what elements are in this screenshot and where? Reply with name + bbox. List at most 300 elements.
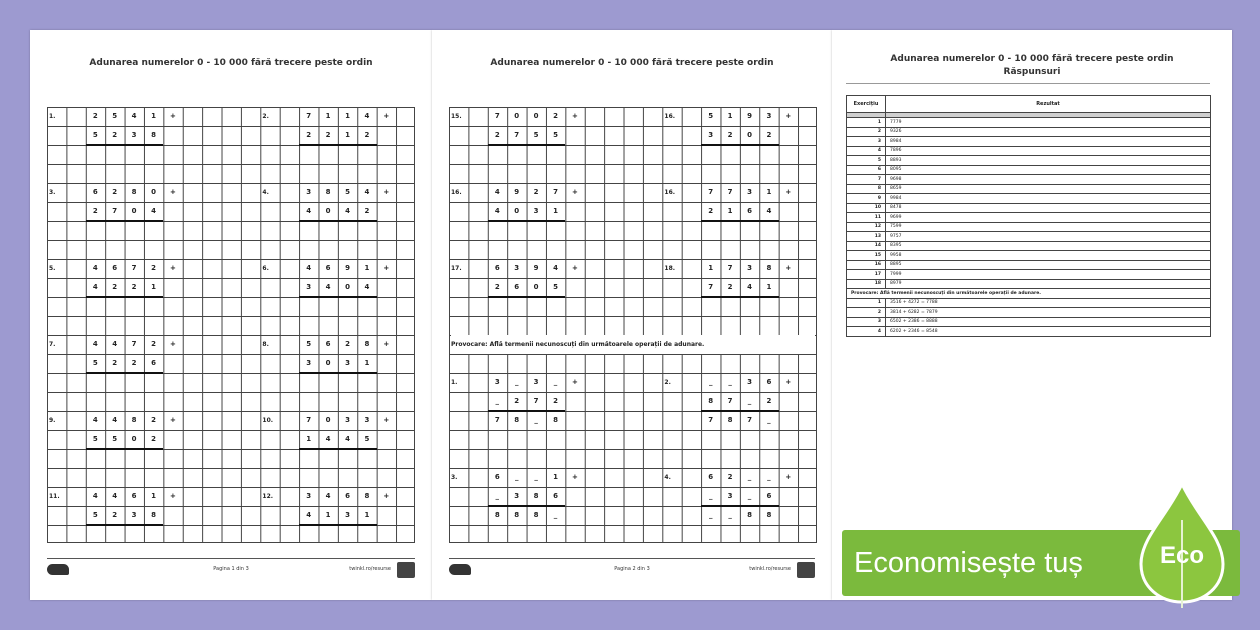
answer-row: [847, 241, 1211, 251]
digit-cell: 0: [514, 207, 520, 215]
digit-cell: 3: [345, 511, 350, 519]
digit-cell: 3: [306, 359, 312, 367]
digit-cell: 8: [151, 131, 156, 139]
answer-value: 9984: [886, 194, 1211, 204]
answer-number: 12: [847, 222, 886, 232]
digit-cell: 3: [131, 511, 137, 519]
digit-cell: _: [747, 492, 752, 500]
answer-row: [847, 118, 1211, 128]
answer-value: 3814 + 6282 = 7879: [886, 308, 1211, 318]
answer-number: 15: [847, 251, 886, 261]
digit-cell: 1: [727, 112, 733, 120]
answer-value: 8478: [886, 203, 1211, 213]
digit-cell: 4: [345, 435, 350, 443]
answers-title: Adunarea numerelor 0 - 10 000 fără trecere peste ordin: [890, 54, 1174, 64]
answer-value: 7779: [886, 118, 1211, 128]
exercise-number: 18.: [664, 265, 676, 272]
digit-cell: 2: [766, 131, 772, 139]
digit-cell: 8: [131, 188, 137, 196]
digit-cell: 8: [364, 340, 370, 348]
answer-number: 14: [847, 241, 886, 251]
sum-line: [701, 296, 779, 298]
answer-value: 7896: [886, 146, 1211, 156]
answer-value: 8895: [886, 260, 1211, 270]
digit-cell: 4: [325, 492, 331, 500]
digit-cell: 2: [727, 131, 733, 139]
sum-line: [299, 296, 377, 298]
sum-line: [701, 505, 779, 507]
answer-row: [847, 317, 1211, 327]
digit-cell: 4: [92, 416, 98, 424]
digit-cell: 4: [131, 112, 137, 120]
answer-number: 4: [847, 327, 886, 337]
sum-line: [488, 410, 566, 412]
answer-row: [847, 270, 1211, 280]
digit-cell: 2: [708, 207, 714, 215]
digit-cell: 7: [494, 112, 500, 120]
digit-cell: _: [708, 511, 713, 519]
digit-cell: 9: [345, 264, 350, 272]
digit-cell: _: [514, 473, 519, 481]
digit-cell: 7: [747, 416, 752, 424]
answer-row: [847, 260, 1211, 270]
answer-number: 1: [847, 118, 886, 128]
sum-line: [299, 220, 377, 222]
answer-number: 10: [847, 203, 886, 213]
answer-number: 2: [847, 127, 886, 137]
digit-cell: 2: [92, 112, 98, 120]
digit-cell: 1: [345, 131, 350, 139]
answer-value: 6502 + 2386 = 8888: [886, 317, 1211, 327]
exercise-number: 3.: [49, 189, 56, 196]
digit-cell: 2: [553, 112, 558, 120]
answer-row: [847, 175, 1211, 185]
worksheet-page-1: [30, 30, 432, 600]
digit-cell: 2: [151, 264, 156, 272]
answer-row: [847, 213, 1211, 223]
page-2-number: Pagina 2 din 3: [614, 566, 650, 572]
digit-cell: 5: [553, 283, 558, 291]
digit-cell: 0: [747, 131, 752, 139]
digit-cell: 5: [553, 131, 558, 139]
digit-cell: 1: [364, 264, 370, 272]
answer-row: [847, 137, 1211, 147]
answer-value: 9698: [886, 175, 1211, 185]
digit-cell: 3: [345, 359, 350, 367]
digit-cell: 4: [364, 112, 370, 120]
answer-value: 8095: [886, 165, 1211, 175]
digit-cell: 3: [514, 492, 520, 500]
plus-sign: +: [571, 378, 578, 386]
digit-cell: 3: [708, 131, 714, 139]
digit-cell: 1: [325, 511, 331, 519]
digit-cell: 4: [553, 264, 558, 272]
digit-cell: 6: [766, 378, 772, 386]
digit-cell: 1: [325, 112, 331, 120]
digit-cell: 3: [306, 283, 312, 291]
plus-sign: +: [169, 188, 176, 196]
page-1-number: Pagina 1 din 3: [213, 566, 249, 572]
answer-row: [847, 222, 1211, 232]
digit-cell: 5: [92, 359, 98, 367]
digit-cell: 4: [325, 435, 331, 443]
eco-badge: Eco: [1159, 542, 1204, 569]
exercise-number: 15.: [451, 113, 462, 120]
answer-row: [847, 194, 1211, 204]
sum-line: [86, 296, 164, 298]
plus-sign: +: [169, 492, 176, 500]
digit-cell: 6: [708, 473, 714, 481]
digit-cell: 8: [553, 416, 558, 424]
digit-cell: 6: [325, 264, 331, 272]
answer-number: 11: [847, 213, 886, 223]
exercise-number: 9.: [49, 417, 56, 424]
answer-row: [847, 165, 1211, 175]
digit-cell: 6: [494, 473, 500, 481]
exercise-number: 2.: [262, 113, 269, 120]
answer-value: 9958: [886, 251, 1211, 261]
digit-cell: 2: [112, 188, 118, 196]
digit-cell: 8: [533, 492, 539, 500]
digit-cell: 2: [112, 131, 118, 139]
digit-cell: 2: [306, 131, 312, 139]
digit-cell: _: [728, 511, 732, 519]
answer-row: [847, 156, 1211, 166]
answer-number: 6: [847, 165, 886, 175]
plus-sign: +: [169, 264, 176, 272]
digit-cell: 2: [514, 397, 520, 405]
exercise-number: 10.: [262, 417, 274, 424]
digit-cell: 4: [364, 283, 370, 291]
brand-badge-icon: [797, 562, 815, 578]
digit-cell: 5: [364, 435, 370, 443]
answer-value: 9699: [886, 213, 1211, 223]
exercise-number: 8.: [262, 341, 269, 348]
digit-cell: 7: [131, 264, 137, 272]
plus-sign: +: [571, 112, 578, 120]
exercise-number: 16.: [451, 189, 462, 196]
digit-cell: 5: [92, 435, 98, 443]
digit-cell: 7: [306, 416, 312, 424]
answer-number: 2: [847, 308, 886, 318]
digit-cell: 5: [306, 340, 312, 348]
digit-cell: 2: [151, 340, 156, 348]
digit-cell: 8: [727, 416, 733, 424]
digit-cell: 7: [533, 397, 539, 405]
digit-cell: 4: [112, 492, 118, 500]
digit-cell: 0: [345, 283, 350, 291]
sum-line: [299, 524, 377, 526]
answer-number: 9: [847, 194, 886, 204]
digit-cell: 2: [151, 435, 156, 443]
digit-cell: 1: [708, 264, 714, 272]
sum-line: [488, 296, 566, 298]
digit-cell: 3: [766, 112, 772, 120]
answer-value: 8395: [886, 241, 1211, 251]
plus-sign: +: [169, 416, 176, 424]
digit-cell: 6: [325, 340, 331, 348]
digit-cell: _: [553, 511, 558, 519]
digit-cell: 3: [533, 378, 539, 386]
digit-cell: _: [708, 492, 713, 500]
digit-cell: 3: [364, 416, 370, 424]
answer-number: 4: [847, 146, 886, 156]
digit-cell: 8: [514, 416, 520, 424]
sum-line: [86, 448, 164, 450]
digit-cell: 3: [747, 264, 752, 272]
answer-row: [847, 279, 1211, 289]
plus-sign: +: [383, 188, 390, 196]
plus-sign: +: [785, 264, 792, 272]
answer-row: [847, 327, 1211, 337]
sum-line: [86, 524, 164, 526]
digit-cell: 3: [747, 188, 752, 196]
answer-value: 6202 + 2346 = 8548: [886, 327, 1211, 337]
exercise-number: 3.: [451, 474, 458, 481]
page-1-title: Adunarea numerelor 0 - 10 000 fără trecere peste ordin: [89, 58, 373, 68]
digit-cell: 8: [533, 511, 539, 519]
sum-line: [488, 144, 566, 146]
answer-number: 7: [847, 175, 886, 185]
sum-line: [86, 372, 164, 374]
digit-cell: 6: [112, 264, 118, 272]
digit-cell: 2: [345, 340, 350, 348]
exercise-number: 2.: [664, 379, 671, 386]
plus-sign: +: [383, 416, 390, 424]
exercise-number: 16.: [664, 189, 676, 196]
answer-row: [847, 308, 1211, 318]
digit-cell: 6: [766, 492, 772, 500]
digit-cell: 4: [494, 207, 500, 215]
digit-cell: 8: [325, 188, 331, 196]
digit-cell: _: [728, 378, 732, 386]
digit-cell: 7: [514, 131, 520, 139]
answer-row: [847, 232, 1211, 242]
digit-cell: 6: [747, 207, 752, 215]
plus-sign: +: [571, 264, 578, 272]
plus-sign: +: [383, 340, 390, 348]
digit-cell: 3: [747, 378, 752, 386]
digit-cell: _: [495, 492, 500, 500]
answer-value: 8659: [886, 184, 1211, 194]
digit-cell: 0: [533, 112, 539, 120]
digit-cell: 0: [325, 416, 331, 424]
digit-cell: 4: [766, 207, 772, 215]
plus-sign: +: [785, 188, 792, 196]
answer-value: 8979: [886, 279, 1211, 289]
digit-cell: 2: [533, 188, 539, 196]
exercise-number: 7.: [49, 341, 56, 348]
plus-sign: +: [571, 473, 578, 481]
plus-sign: +: [383, 112, 390, 120]
digit-cell: 4: [92, 283, 98, 291]
digit-cell: 4: [306, 264, 312, 272]
digit-cell: 4: [151, 207, 156, 215]
digit-cell: 7: [708, 416, 714, 424]
digit-cell: 2: [727, 283, 733, 291]
answer-value: 8893: [886, 156, 1211, 166]
digit-cell: 3: [306, 188, 312, 196]
digit-cell: 1: [345, 112, 350, 120]
sum-line: [86, 144, 164, 146]
digit-cell: 5: [112, 112, 118, 120]
answer-number: 13: [847, 232, 886, 242]
digit-cell: 8: [747, 511, 752, 519]
page-2-footer: [449, 558, 815, 581]
col-result-header: Rezultat: [886, 96, 1211, 113]
exercise-number: 17.: [451, 265, 462, 272]
digit-cell: 2: [112, 359, 118, 367]
digit-cell: 2: [364, 207, 370, 215]
exercise-number: 6.: [262, 265, 269, 272]
digit-cell: 4: [747, 283, 752, 291]
challenge-row: [847, 289, 1211, 299]
sum-line: [701, 144, 779, 146]
sum-line: [488, 505, 566, 507]
digit-cell: 0: [131, 435, 137, 443]
digit-cell: 7: [708, 188, 714, 196]
col-exercise-header: Exercițiu: [847, 96, 886, 113]
digit-cell: 4: [306, 207, 312, 215]
digit-cell: 5: [708, 112, 714, 120]
exercise-number: 4.: [664, 474, 671, 481]
digit-cell: 0: [514, 112, 520, 120]
digit-cell: _: [767, 416, 771, 424]
answers-subtitle: Răspunsuri: [1003, 67, 1061, 77]
worksheet-page-2: [432, 30, 832, 600]
sum-line: [86, 220, 164, 222]
digit-cell: 7: [708, 283, 714, 291]
answer-row: [847, 146, 1211, 156]
digit-cell: _: [708, 378, 713, 386]
digit-cell: 1: [364, 511, 370, 519]
answer-value: 8984: [886, 137, 1211, 147]
answer-number: 3: [847, 317, 886, 327]
exercise-number: 5.: [49, 265, 56, 272]
digit-cell: 2: [727, 473, 733, 481]
digit-cell: 2: [766, 397, 772, 405]
sum-line: [299, 448, 377, 450]
answer-value: 9757: [886, 232, 1211, 242]
answer-value: 7999: [886, 270, 1211, 280]
digit-cell: 8: [708, 397, 714, 405]
digit-cell: 0: [151, 188, 156, 196]
digit-cell: 5: [92, 511, 98, 519]
digit-cell: 7: [553, 188, 558, 196]
digit-cell: 3: [533, 207, 539, 215]
digit-cell: 3: [306, 492, 312, 500]
digit-cell: 7: [131, 340, 137, 348]
digit-cell: 5: [112, 435, 118, 443]
digit-cell: 4: [345, 207, 350, 215]
digit-cell: 9: [533, 264, 539, 272]
digit-cell: 8: [131, 416, 137, 424]
digit-cell: 8: [766, 264, 772, 272]
exercise-number: 12.: [262, 493, 274, 500]
digit-cell: 7: [494, 416, 500, 424]
digit-cell: 3: [131, 131, 137, 139]
digit-cell: 6: [514, 283, 520, 291]
digit-cell: 6: [345, 492, 350, 500]
sum-line: [299, 372, 377, 374]
digit-cell: 0: [533, 283, 539, 291]
digit-cell: 4: [92, 492, 98, 500]
digit-cell: 2: [131, 359, 137, 367]
exercise-number: 1.: [49, 113, 56, 120]
sum-line: [299, 144, 377, 146]
digit-cell: 0: [131, 207, 137, 215]
answer-number: 3: [847, 137, 886, 147]
sum-line: [701, 410, 779, 412]
answer-number: 1: [847, 298, 886, 308]
page-2-title: Adunarea numerelor 0 - 10 000 fără trecere peste ordin: [490, 58, 774, 68]
digit-cell: _: [553, 378, 558, 386]
plus-sign: +: [571, 188, 578, 196]
digit-cell: _: [514, 378, 519, 386]
answer-value: 9326: [886, 127, 1211, 137]
digit-cell: 1: [727, 207, 733, 215]
digit-cell: 2: [494, 131, 500, 139]
digit-cell: 8: [151, 511, 156, 519]
digit-cell: 1: [306, 435, 312, 443]
digit-cell: 3: [727, 492, 733, 500]
page-1-footer: [47, 558, 415, 581]
digit-cell: 2: [325, 131, 331, 139]
digit-cell: 4: [325, 283, 331, 291]
digit-cell: 7: [306, 112, 312, 120]
exercise-number: 1.: [451, 379, 458, 386]
plus-sign: +: [785, 473, 792, 481]
plus-sign: +: [169, 112, 176, 120]
eco-banner-label: Economisește tuș: [854, 547, 1083, 579]
digit-cell: 5: [533, 131, 539, 139]
digit-cell: 3: [345, 416, 350, 424]
digit-cell: 6: [92, 188, 98, 196]
digit-cell: 4: [92, 264, 98, 272]
digit-cell: 2: [112, 511, 118, 519]
digit-cell: 5: [92, 131, 98, 139]
digit-cell: 2: [131, 283, 137, 291]
digit-cell: 8: [494, 511, 500, 519]
digit-cell: _: [747, 397, 752, 405]
digit-cell: 4: [112, 340, 118, 348]
answer-row: [847, 298, 1211, 308]
digit-cell: 1: [151, 492, 156, 500]
digit-cell: 2: [151, 416, 156, 424]
digit-cell: 7: [727, 397, 733, 405]
digit-cell: _: [534, 473, 538, 481]
digit-cell: 1: [553, 207, 558, 215]
digit-cell: 1: [766, 188, 772, 196]
digit-cell: _: [495, 397, 500, 405]
digit-cell: 2: [553, 397, 558, 405]
plus-sign: +: [383, 492, 390, 500]
answers-page-title: [832, 53, 1232, 79]
page-2-grid: [449, 107, 817, 543]
digit-cell: 2: [364, 131, 370, 139]
digit-cell: 8: [766, 511, 772, 519]
plus-sign: +: [383, 264, 390, 272]
digit-cell: 7: [727, 188, 733, 196]
digit-cell: 0: [325, 207, 331, 215]
digit-cell: 1: [553, 473, 558, 481]
digit-cell: 4: [92, 340, 98, 348]
digit-cell: 6: [494, 264, 500, 272]
digit-cell: 1: [151, 112, 156, 120]
sum-line: [701, 220, 779, 222]
digit-cell: _: [534, 416, 538, 424]
exercise-number: 4.: [262, 189, 269, 196]
